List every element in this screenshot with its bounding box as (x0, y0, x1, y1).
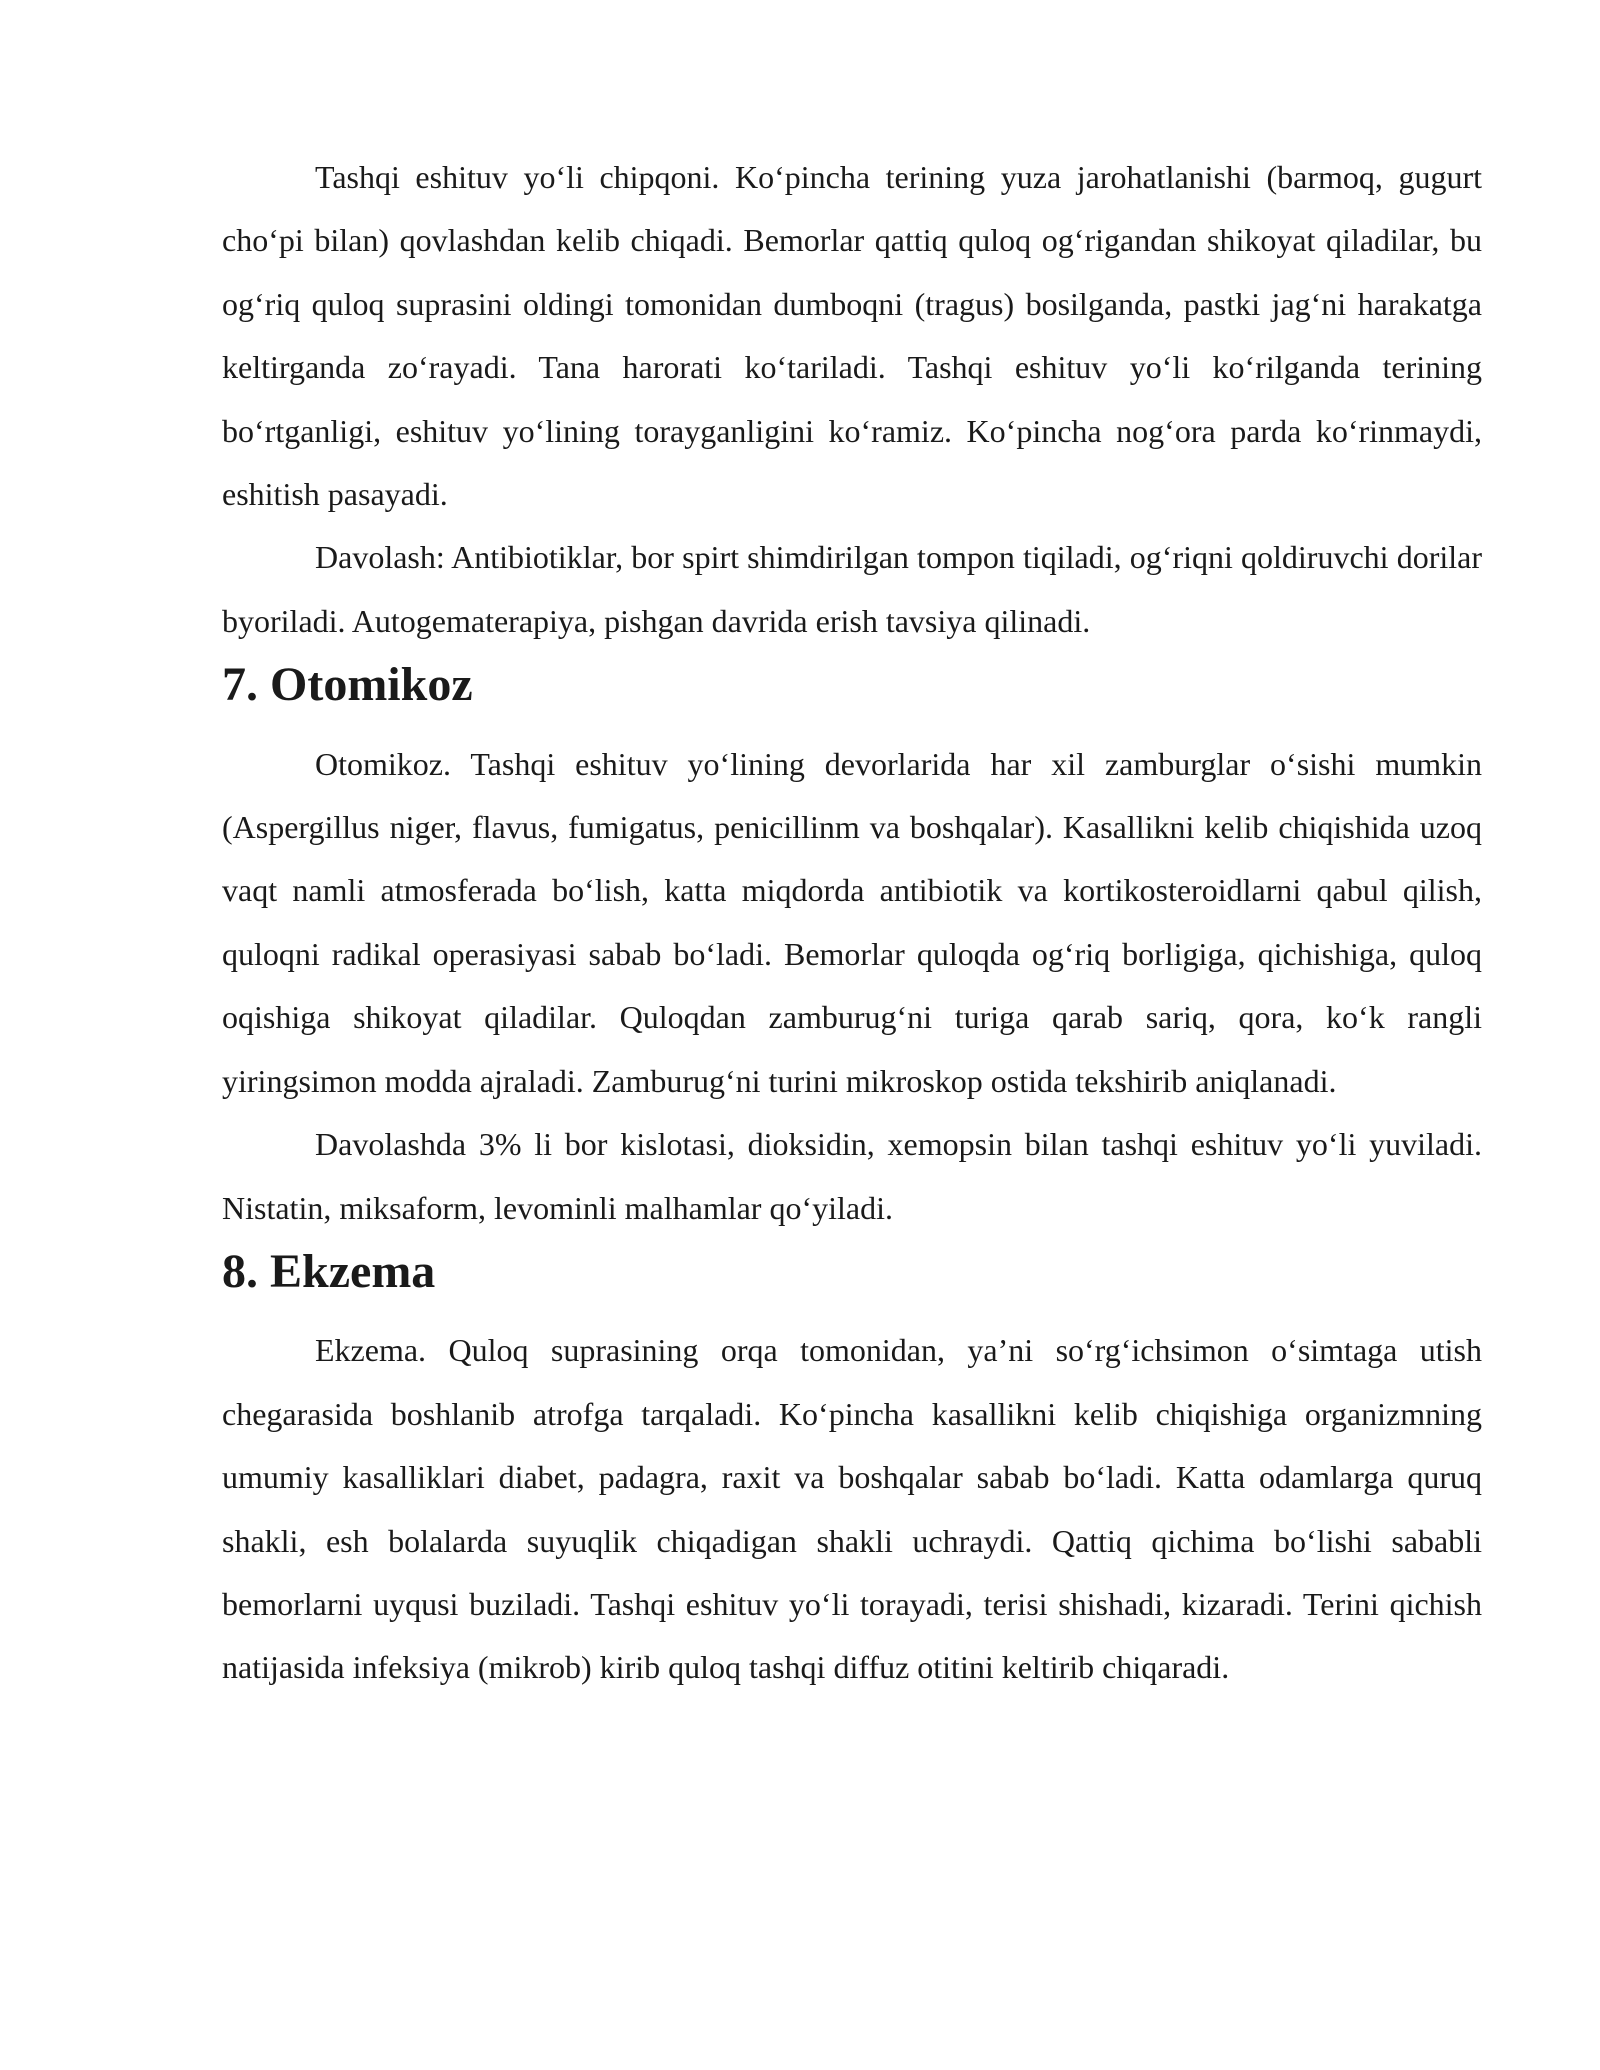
paragraph-otomikoz: Otomikoz. Tashqi eshituv yo‘lining devorlarida har xil zamburglar o‘sishi mumkin (Aspergillus niger, flavus, fumigatus, penicillinm va boshqalar). Kasallikni kelib chiqishida uzoq vaqt namli atmosferada bo‘lish, katta miqdorda antibiotik va kortikosteroidlarni qabul qilish, quloqni radikal operasiyasi sabab bo‘ladi. Bemorlar quloqda og‘riq borligiga, qichishiga, quloq oqishiga shikoyat qiladilar. Quloqdan zamburug‘ni turiga qarab sariq, qora, ko‘k rangli yiringsimon modda ajraladi. Zamburug‘ni turini mikroskop ostida tekshirib aniqlanadi. (222, 745, 1482, 1099)
paragraph-ekzema: Ekzema. Quloq suprasining orqa tomonidan, ya’ni so‘rg‘ichsimon o‘simtaga utish chegarasida boshlanib atrofga tarqaladi. Ko‘pincha kasallikni kelib chiqishiga organizmning umumiy kasalliklari diabet, padagra, raxit va boshqalar sabab bo‘ladi. Katta odamlarga quruq shakli, esh bolalarda suyuqlik chiqadigan shakli uchraydi. Qattiq qichima bo‘lishi sababli bemorlarni uyqusi buziladi. Tashqi eshituv yo‘li torayadi, terisi shishadi, kizaradi. Terini qichish natijasida infeksiya (mikrob) kirib quloq tashqi diffuz otitini keltirib chiqaradi. (222, 1332, 1482, 1686)
paragraph-otomikoz-treatment: Davolashda 3% li bor kislotasi, dioksidin, xemopsin bilan tashqi eshituv yo‘li yuviladi. Nistatin, miksaform, levominli malhamlar qo‘yiladi. (222, 1126, 1482, 1226)
paragraph-chipqon: Tashqi eshituv yo‘li chipqoni. Ko‘pincha terining yuza jarohatlanishi (barmoq, gugurt cho‘pi bilan) qovlashdan kelib chiqadi. Bemorlar qattiq quloq og‘rigandan shikoyat qiladilar, bu og‘riq quloq suprasini oldingi tomonidan dumboqni (tragus) bosilganda, pastki jag‘ni harakatga keltirganda zo‘rayadi. Tana harorati ko‘tariladi. Tashqi eshituv yo‘li ko‘rilganda terining bo‘rtganligi, eshituv yo‘lining torayganligini ko‘ramiz. Ko‘pincha nog‘ora parda ko‘rinmaydi, eshitish pasayadi. (222, 159, 1482, 513)
document-page (222, 146, 1482, 1700)
section-heading-ekzema: 8. Ekzema (222, 1244, 436, 1298)
section-heading-otomikoz: 7. Otomikoz (222, 658, 473, 712)
paragraph-chipqon-treatment: Davolash: Antibiotiklar, bor spirt shimdirilgan tompon tiqiladi, og‘riqni qoldiruvchi dorilar byoriladi. Autogematerapiya, pishgan davrida erish tavsiya qilinadi. (222, 539, 1482, 639)
